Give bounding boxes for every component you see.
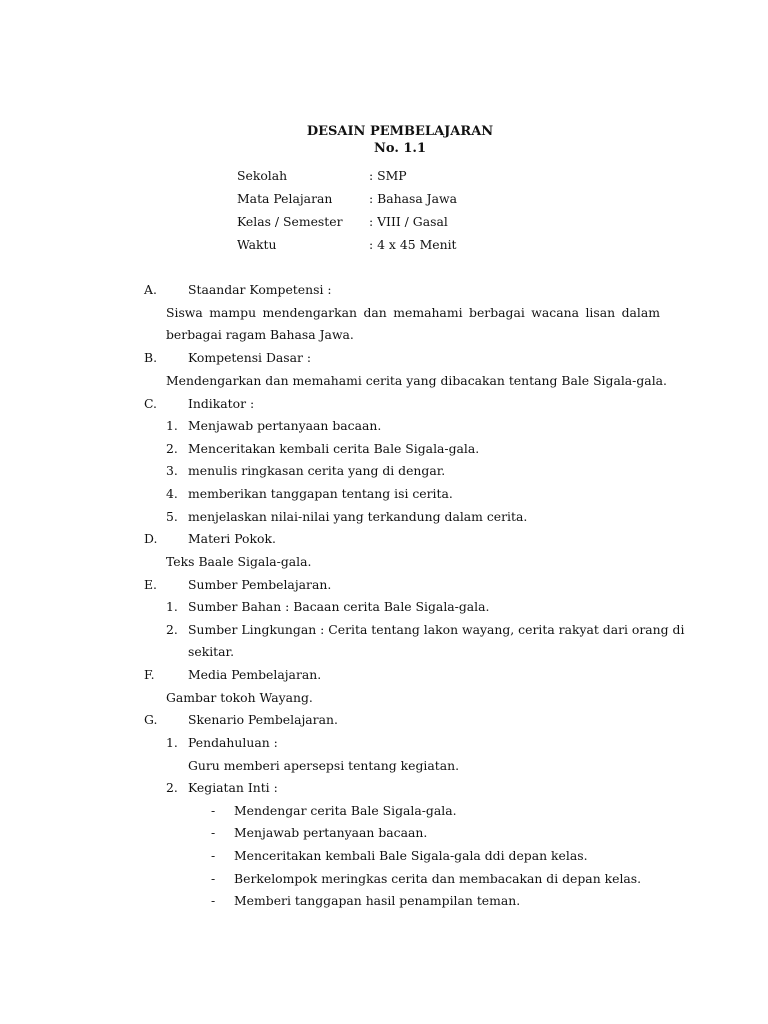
kegiatan-inti-label: Kegiatan Inti : — [188, 780, 278, 795]
list-item: memberikan tanggapan tentang isi cerita. — [188, 486, 453, 501]
list-number: 2. — [166, 622, 178, 637]
list-number: 5. — [166, 509, 178, 524]
info-value-mata-pelajaran: : Bahasa Jawa — [369, 191, 458, 206]
bullet-dash: - — [211, 848, 216, 863]
bullet-dash: - — [211, 825, 216, 840]
bullet-dash: - — [211, 893, 216, 908]
list-item-continuation: sekitar. — [188, 644, 235, 659]
section-g-heading: Skenario Pembelajaran. — [188, 712, 338, 727]
pendahuluan-body: Guru memberi apersepsi tentang kegiatan. — [188, 758, 460, 773]
bullet-item: Menjawab pertanyaan bacaan. — [234, 825, 428, 840]
section-d-heading: Materi Pokok. — [188, 531, 276, 546]
info-label-sekolah: Sekolah — [237, 168, 288, 183]
section-c-letter: C. — [144, 396, 157, 411]
section-a-body-line2: berbagai ragam Bahasa Jawa. — [166, 327, 354, 342]
section-e-heading: Sumber Pembelajaran. — [188, 577, 332, 592]
section-a-letter: A. — [144, 282, 157, 297]
list-number: 1. — [166, 418, 178, 433]
list-number: 2. — [166, 441, 178, 456]
section-d-body: Teks Baale Sigala-gala. — [166, 554, 312, 569]
section-a-heading: Staandar Kompetensi : — [188, 282, 332, 297]
info-label-kelas: Kelas / Semester — [237, 214, 343, 229]
info-value-sekolah: : SMP — [369, 168, 407, 183]
bullet-item: Menceritakan kembali Bale Sigala-gala ddi depan kelas. — [234, 848, 588, 863]
info-label-waktu: Waktu — [237, 237, 277, 252]
list-item: Sumber Lingkungan : Cerita tentang lakon wayang, cerita rakyat dari orang di — [188, 622, 685, 637]
info-label-mata-pelajaran: Mata Pelajaran — [237, 191, 333, 206]
info-value-waktu: : 4 x 45 Menit — [369, 237, 457, 252]
list-number: 1. — [166, 599, 178, 614]
section-a-body-line1: Siswa mampu mendengarkan dan memahami berbagai wacana lisan dalam — [166, 305, 660, 320]
section-c-heading: Indikator : — [188, 396, 255, 411]
bullet-dash: - — [211, 871, 216, 886]
bullet-item: Berkelompok meringkas cerita dan membacakan di depan kelas. — [234, 871, 642, 886]
document-title: DESAIN PEMBELAJARAN — [306, 124, 494, 139]
list-item: Menceritakan kembali cerita Bale Sigala-gala. — [188, 441, 480, 456]
list-number: 1. — [166, 735, 178, 750]
section-d-letter: D. — [144, 531, 158, 546]
list-number: 2. — [166, 780, 178, 795]
info-value-kelas: : VIII / Gasal — [369, 214, 448, 229]
section-f-letter: F. — [144, 667, 155, 682]
section-b-letter: B. — [144, 350, 158, 365]
bullet-dash: - — [211, 803, 216, 818]
bullet-item: Memberi tanggapan hasil penampilan teman. — [234, 893, 521, 908]
document-number: No. 1.1 — [374, 141, 426, 156]
list-number: 3. — [166, 463, 178, 478]
list-item: Menjawab pertanyaan bacaan. — [188, 418, 382, 433]
bullet-item: Mendengar cerita Bale Sigala-gala. — [234, 803, 457, 818]
section-f-body: Gambar tokoh Wayang. — [166, 690, 313, 705]
list-item: menjelaskan nilai-nilai yang terkandung dalam cerita. — [188, 509, 528, 524]
section-e-letter: E. — [144, 577, 157, 592]
section-f-heading: Media Pembelajaran. — [188, 667, 322, 682]
section-g-letter: G. — [144, 712, 158, 727]
section-b-body: Mendengarkan dan memahami cerita yang dibacakan tentang Bale Sigala-gala. — [166, 373, 667, 388]
list-item: menulis ringkasan cerita yang di dengar. — [188, 463, 446, 478]
pendahuluan-label: Pendahuluan : — [188, 735, 278, 750]
section-b-heading: Kompetensi Dasar : — [188, 350, 312, 365]
list-item: Sumber Bahan : Bacaan cerita Bale Sigala-gala. — [188, 599, 490, 614]
list-number: 4. — [166, 486, 178, 501]
